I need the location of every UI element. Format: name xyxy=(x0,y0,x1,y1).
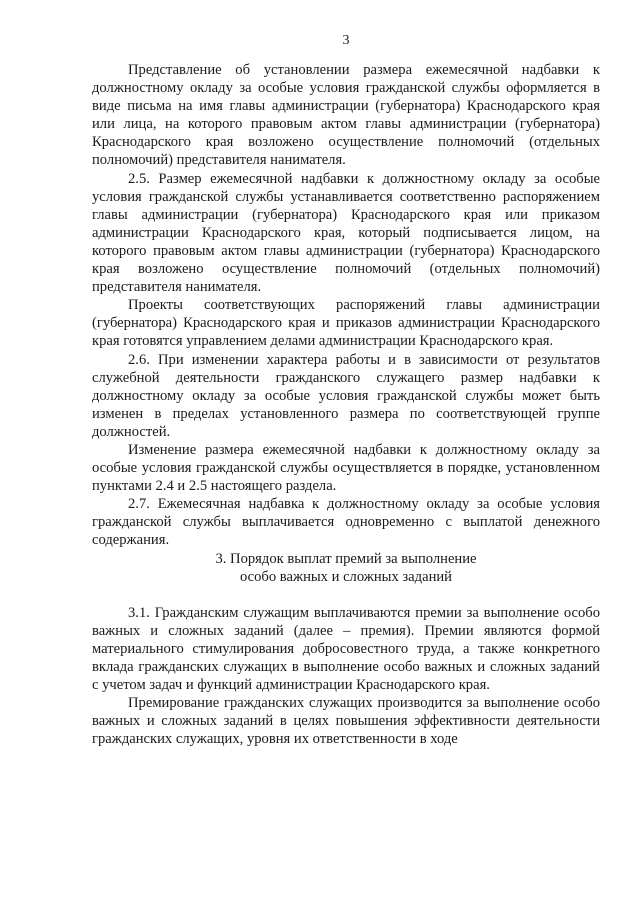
paragraph-2-7: 2.7. Ежемесячная надбавка к должностному окладу за особые условия гражданской службы выплачивается одновременно с выплатой денежного содержания. xyxy=(92,496,600,549)
section-3-heading-line-1: 3. Порядок выплат премий за выполнение xyxy=(215,550,477,567)
paragraph-2-5: 2.5. Размер ежемесячной надбавки к должностному окладу за особые условия гражданской службы устанавливается соответственно распоряжением главы администрации (губернатора) Краснодарского края или приказом администрации Краснодарского края, который подписывается лицом, на которого правовым актом главы администрации (губернатора) Краснодарского края возложено осуществление полномочий (отдельных полномочий) представителя нанимателя. xyxy=(92,170,600,296)
paragraph-drafts: Проекты соответствующих распоряжений главы администрации (губернатора) Краснодарского края и приказов администрации Краснодарского края готовятся управлением делами администрации Краснодарского края. xyxy=(92,297,600,350)
document-body xyxy=(92,61,600,748)
page-number: 3 xyxy=(342,33,350,48)
paragraph-bonus-purpose: Премирование гражданских служащих производится за выполнение особо важных и сложных заданий в целях повышения эффективности деятельности гражданских служащих, уровня их ответственности в ходе xyxy=(92,695,600,748)
section-3-heading xyxy=(92,550,600,586)
section-3-heading-line-2: особо важных и сложных заданий xyxy=(240,568,452,585)
paragraph-2-6: 2.6. При изменении характера работы и в зависимости от результатов служебной деятельности гражданского служащего размер надбавки к должностному окладу за особые условия гражданской службы может быть изменен в пределах установленного размера по соответствующей группе должностей. xyxy=(92,351,600,440)
paragraph-representation: Представление об установлении размера ежемесячной надбавки к должностному окладу за особые условия гражданской службы оформляется в виде письма на имя главы администрации (губернатора) Краснодарского края или лица, на которого правовым актом главы администрации (губернатора) Краснодарского края возложено осуществление полномочий (отдельных полномочий) представителя нанимателя. xyxy=(92,62,600,169)
paragraph-3-1: 3.1. Гражданским служащим выплачиваются премии за выполнение особо важных и сложных заданий (далее – премия). Премии являются формой материального стимулирования добросовестного труда, а также конкретного вклада гражданских служащих в выполнение особо важных и сложных заданий с учетом задач и функций администрации Краснодарского края. xyxy=(92,604,600,694)
paragraph-size-change: Изменение размера ежемесячной надбавки к должностному окладу за особые условия гражданской службы осуществляется в порядке, установленном пунктами 2.4 и 2.5 настоящего раздела. xyxy=(92,441,600,495)
